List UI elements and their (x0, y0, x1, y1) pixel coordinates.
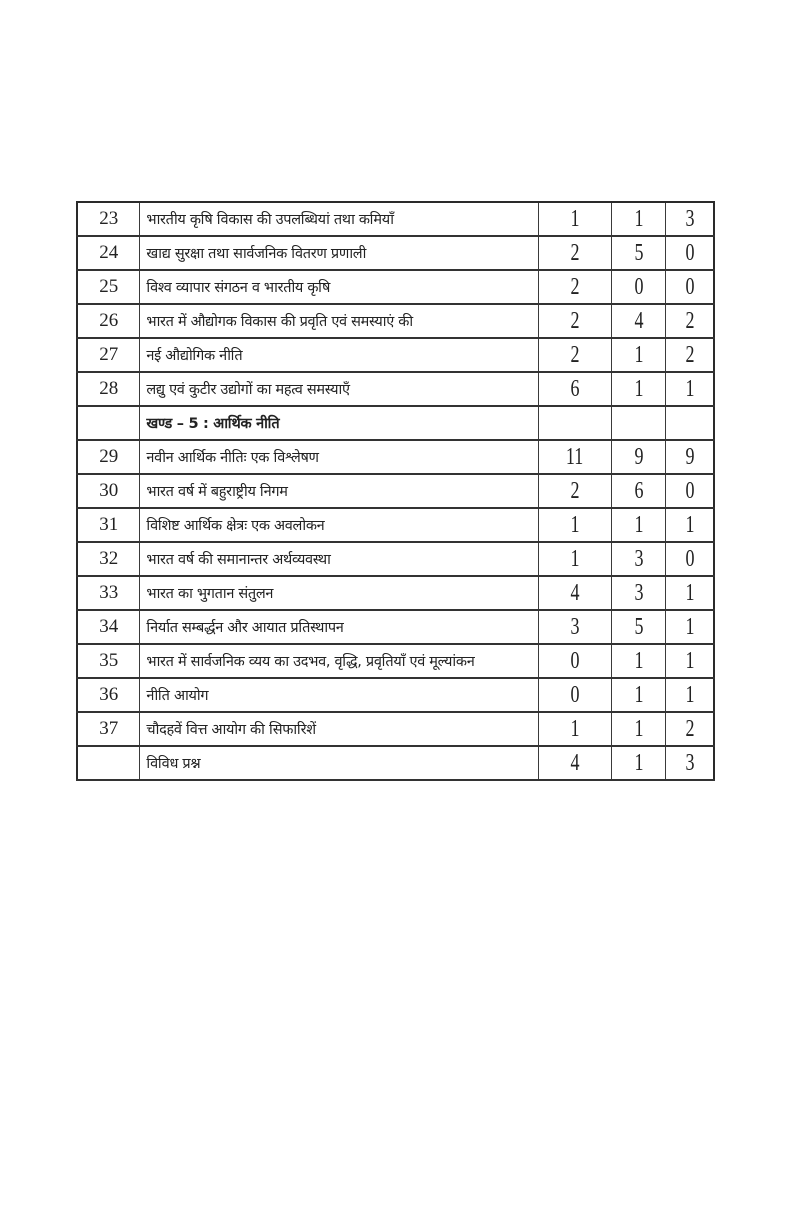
serial-number-cell (77, 406, 140, 440)
serial-number-cell: 35 (77, 644, 140, 678)
count-cell-3 (666, 746, 714, 780)
count-cell-3 (666, 474, 714, 508)
count-value: 3 (634, 545, 644, 572)
topic-cell: भारत में औद्योगक विकास की प्रवृति एवं समस्याएं की (140, 304, 538, 338)
count-value: 1 (634, 341, 644, 368)
count-cell-2 (612, 338, 666, 372)
count-cell-3 (666, 338, 714, 372)
table-row (77, 610, 714, 644)
count-value: 2 (570, 239, 580, 266)
count-value: 0 (570, 647, 580, 674)
table-row (77, 338, 714, 372)
count-cell-2 (612, 746, 666, 780)
count-value: 1 (634, 205, 644, 232)
count-value: 2 (570, 477, 580, 504)
count-value: 3 (570, 613, 580, 640)
count-value: 1 (634, 375, 644, 402)
count-cell-2 (612, 508, 666, 542)
count-cell-3 (666, 440, 714, 474)
count-value: 9 (685, 443, 695, 470)
count-value: 1 (685, 511, 695, 538)
count-value: 3 (685, 205, 695, 232)
count-value: 0 (685, 273, 695, 300)
count-cell-1 (538, 338, 611, 372)
topic-cell: लद्यु एवं कुटीर उद्योगों का महत्व समस्याएँ (140, 372, 538, 406)
count-cell-3 (666, 712, 714, 746)
count-value: 1 (570, 205, 580, 232)
count-value: 5 (634, 239, 644, 266)
table-row (77, 270, 714, 304)
count-cell-2 (612, 406, 666, 440)
count-value: 1 (634, 715, 644, 742)
serial-number-cell: 34 (77, 610, 140, 644)
count-value: 1 (634, 511, 644, 538)
serial-number-cell: 26 (77, 304, 140, 338)
table-row (77, 644, 714, 678)
table-body (77, 202, 714, 780)
count-value: 2 (685, 715, 695, 742)
count-cell-1 (538, 304, 611, 338)
count-value: 0 (634, 273, 644, 300)
count-cell-1 (538, 508, 611, 542)
count-value: 1 (570, 545, 580, 572)
count-cell-3 (666, 236, 714, 270)
count-value: 1 (570, 511, 580, 538)
topic-cell: विशिष्ट आर्थिक क्षेत्रः एक अवलोकन (140, 508, 538, 542)
topic-cell: निर्यात सम्बर्द्धन और आयात प्रतिस्थापन (140, 610, 538, 644)
count-cell-3 (666, 542, 714, 576)
table-row (77, 712, 714, 746)
serial-number-cell: 32 (77, 542, 140, 576)
count-value: 1 (634, 749, 644, 776)
table-row (77, 202, 714, 236)
count-value: 0 (685, 477, 695, 504)
count-value: 6 (634, 477, 644, 504)
topic-cell: भारत वर्ष की समानान्तर अर्थव्यवस्था (140, 542, 538, 576)
count-cell-1 (538, 202, 611, 236)
count-value: 2 (570, 307, 580, 334)
topic-cell: नीति आयोग (140, 678, 538, 712)
topic-cell: विविध प्रश्न (140, 746, 538, 780)
count-cell-3 (666, 270, 714, 304)
count-value: 1 (685, 647, 695, 674)
count-value: 4 (570, 749, 580, 776)
count-cell-3 (666, 678, 714, 712)
count-cell-2 (612, 644, 666, 678)
count-cell-2 (612, 712, 666, 746)
table-row (77, 372, 714, 406)
table-row (77, 236, 714, 270)
topic-cell: भारतीय कृषि विकास की उपलब्धियां तथा कमियाँ (140, 202, 538, 236)
serial-number-cell (77, 746, 140, 780)
count-cell-2 (612, 202, 666, 236)
count-value: 1 (685, 681, 695, 708)
count-cell-3 (666, 372, 714, 406)
count-cell-1 (538, 236, 611, 270)
count-value: 3 (634, 579, 644, 606)
count-value: 1 (685, 613, 695, 640)
count-value: 1 (634, 681, 644, 708)
count-cell-2 (612, 270, 666, 304)
serial-number-cell: 31 (77, 508, 140, 542)
count-cell-1 (538, 610, 611, 644)
serial-number-cell: 36 (77, 678, 140, 712)
table-row (77, 440, 714, 474)
serial-number-cell: 30 (77, 474, 140, 508)
topic-cell: खण्ड – 5 : आर्थिक नीति (140, 406, 538, 440)
serial-number-cell: 29 (77, 440, 140, 474)
table-row (77, 576, 714, 610)
topic-cell: चौदहवें वित्त आयोग की सिफारिशें (140, 712, 538, 746)
count-cell-3 (666, 202, 714, 236)
topic-cell: भारत वर्ष में बहुराष्ट्रीय निगम (140, 474, 538, 508)
topic-cell: भारत में सार्वजनिक व्यय का उदभव, वृद्धि, प्रवृतियाँ एवं मूल्यांकन (140, 644, 538, 678)
count-cell-2 (612, 474, 666, 508)
count-value: 0 (685, 545, 695, 572)
count-cell-3 (666, 644, 714, 678)
count-cell-2 (612, 440, 666, 474)
count-cell-3 (666, 610, 714, 644)
count-value: 1 (570, 715, 580, 742)
count-value: 1 (634, 647, 644, 674)
count-value: 2 (570, 341, 580, 368)
count-cell-1 (538, 576, 611, 610)
table-row (77, 508, 714, 542)
count-cell-1 (538, 746, 611, 780)
count-cell-1 (538, 406, 611, 440)
serial-number-cell: 24 (77, 236, 140, 270)
count-cell-1 (538, 270, 611, 304)
count-value: 9 (634, 443, 644, 470)
table-row (77, 474, 714, 508)
count-cell-2 (612, 576, 666, 610)
topic-cell: भारत का भुगतान संतुलन (140, 576, 538, 610)
count-value: 2 (685, 341, 695, 368)
count-value: 1 (685, 375, 695, 402)
serial-number-cell: 37 (77, 712, 140, 746)
count-cell-3 (666, 304, 714, 338)
serial-number-cell: 27 (77, 338, 140, 372)
serial-number-cell: 28 (77, 372, 140, 406)
topic-cell: खाद्य सुरक्षा तथा सार्वजनिक वितरण प्रणाली (140, 236, 538, 270)
count-value: 5 (634, 613, 644, 640)
count-cell-1 (538, 474, 611, 508)
count-value: 0 (685, 239, 695, 266)
count-cell-1 (538, 644, 611, 678)
count-value: 6 (570, 375, 580, 402)
topic-cell: नवीन आर्थिक नीतिः एक विश्लेषण (140, 440, 538, 474)
count-cell-2 (612, 678, 666, 712)
count-cell-1 (538, 542, 611, 576)
count-cell-1 (538, 712, 611, 746)
count-value: 1 (685, 579, 695, 606)
serial-number-cell: 25 (77, 270, 140, 304)
count-cell-3 (666, 508, 714, 542)
count-cell-1 (538, 678, 611, 712)
count-cell-3 (666, 576, 714, 610)
count-value: 11 (566, 443, 584, 470)
count-cell-1 (538, 372, 611, 406)
count-value: 4 (634, 307, 644, 334)
count-value: 2 (685, 307, 695, 334)
serial-number-cell: 23 (77, 202, 140, 236)
table-row (77, 304, 714, 338)
table-row (77, 746, 714, 780)
count-cell-2 (612, 610, 666, 644)
serial-number-cell: 33 (77, 576, 140, 610)
count-cell-2 (612, 372, 666, 406)
count-cell-2 (612, 236, 666, 270)
count-value: 2 (570, 273, 580, 300)
section-header-row (77, 406, 714, 440)
table-row (77, 542, 714, 576)
count-value: 4 (570, 579, 580, 606)
count-cell-1 (538, 440, 611, 474)
count-cell-2 (612, 304, 666, 338)
count-value: 3 (685, 749, 695, 776)
topic-cell: विश्व व्यापार संगठन व भारतीय कृषि (140, 270, 538, 304)
topic-cell: नई औद्योगिक नीति (140, 338, 538, 372)
topic-question-count-table (76, 201, 715, 781)
count-value: 0 (570, 681, 580, 708)
count-cell-3 (666, 406, 714, 440)
table-row (77, 678, 714, 712)
count-cell-2 (612, 542, 666, 576)
